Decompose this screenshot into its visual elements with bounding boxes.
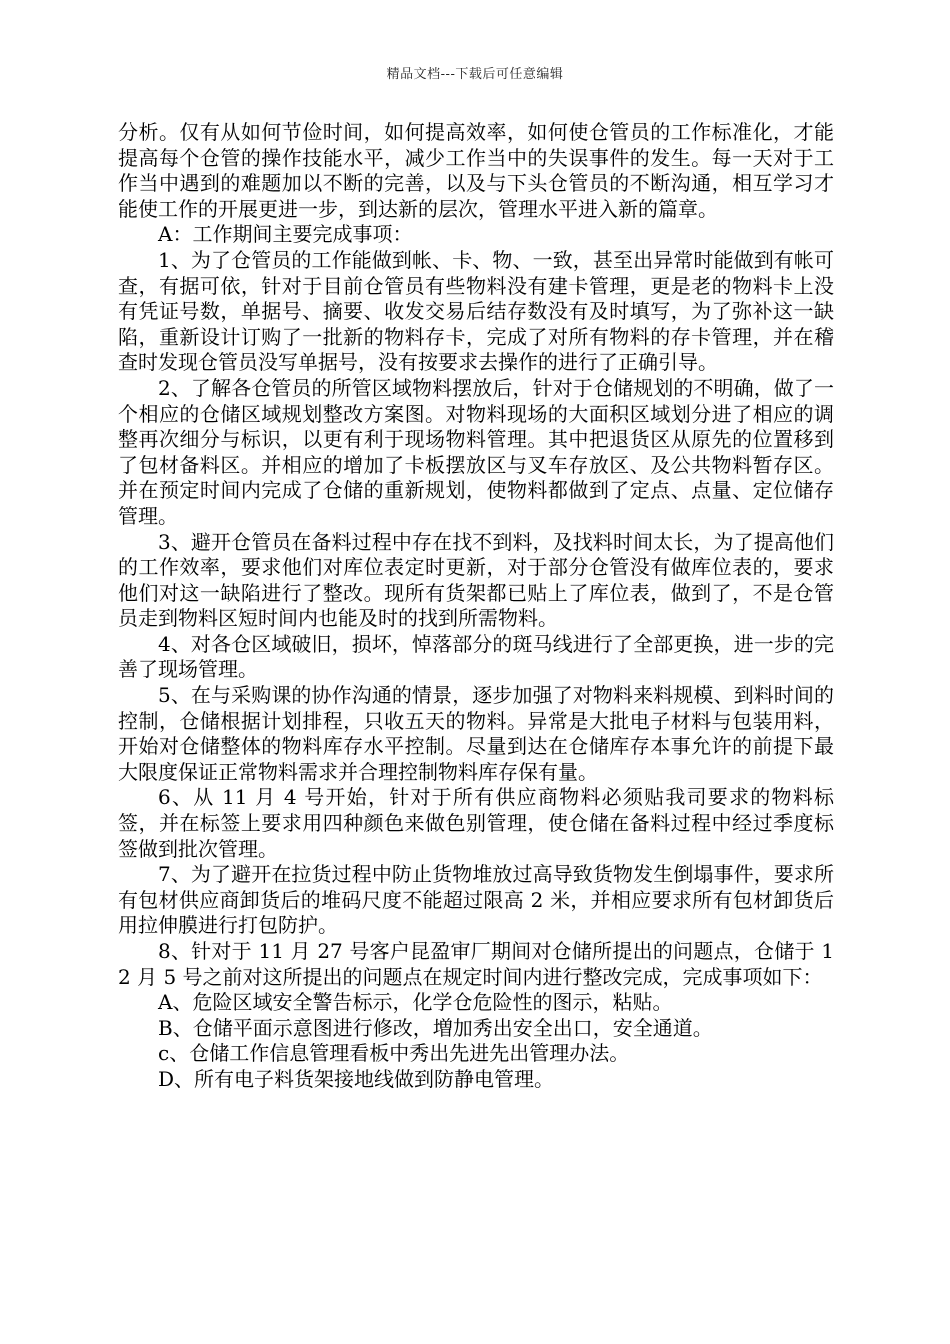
- paragraph-item-4: 4、对各仓区域破旧，损坏，悼落部分的斑马线进行了全部更换，进一步的完善了现场管理。: [118, 631, 834, 682]
- list-item-a: A、危险区域安全警告标示，化学仓危险性的图示，粘贴。: [158, 990, 673, 1015]
- paragraph-item-5: 5、在与采购课的协作沟通的情景，逐步加强了对物料来料规模、到料时间的控制，仓储根据计划排程，只收五天的物料。异常是大批电子材料与包装用料，开始对仓储整体的物料库存水平控制。尽量到达在仓储库存本事允许的前提下最大限度保证正常物料需求并合理控制物料库存保有量。: [118, 683, 834, 784]
- list-item-c: c、仓储工作信息管理看板中秀出先进先出管理办法。: [158, 1041, 630, 1066]
- document-body: [118, 120, 834, 1093]
- paragraph-intro: 分析。仅有从如何节俭时间，如何提高效率，如何使仓管员的工作标准化，才能提高每个仓管的操作技能水平，减少工作当中的失误事件的发生。每一天对于工作当中遇到的难题加以不断的完善，以及与下头仓管员的不断沟通，相互学习才能使工作的开展更进一步，到达新的层次，管理水平进入新的篇章。: [118, 120, 834, 221]
- paragraph-item-3: 3、避开仓管员在备料过程中存在找不到料，及找料时间太长，为了提高他们的工作效率，要求他们对库位表定时更新，对于部分仓管没有做库位表的，要求他们对这一缺陷进行了整改。现所有货架都已贴上了库位表，做到了，不是仓管员走到物料区短时间内也能及时的找到所需物料。: [118, 529, 834, 631]
- paragraph-item-2: 2、了解各仓管员的所管区域物料摆放后，针对于仓储规划的不明确，做了一个相应的仓储区域规划整改方案图。对物料现场的大面积区域划分进了相应的调整再次细分与标识，以更有利于现场物料管理。其中把退货区从原先的位置移到了包材备料区。并相应的增加了卡板摆放区与叉车存放区、及公共物料暂存区。并在预定时间内完成了仓储的重新规划，使物料都做到了定点、点量、定位储存管理。: [118, 375, 834, 528]
- section-heading-a: A：工作期间主要完成事项：: [158, 222, 413, 247]
- list-item-d: D、所有电子料货架接地线做到防静电管理。: [158, 1066, 555, 1091]
- list-item-b: B、仓储平面示意图进行修改，増加秀出安全出口，安全通道。: [158, 1015, 713, 1040]
- paragraph-item-7: 7、为了避开在拉货过程中防止货物堆放过高导致货物发生倒塌事件，要求所有包材供应商卸货后的堆码尺度不能超过限高 2 米，并相应要求所有包材卸货后用拉伸膜进行打包防护。: [118, 862, 834, 938]
- page-header: 精品文档---下载后可任意编辑: [386, 67, 564, 82]
- paragraph-item-1: 1、为了仓管员的工作能做到帐、卡、物、一致，甚至出异常时能做到有帐可查，有据可依，针对于目前仓管员有些物料没有建卡管理，更是老的物料卡上没有凭证号数，单据号、摘要、收发交易后结存数没有及时填写，为了弥补这一缺陷，重新设计订购了一批新的物料存卡，完成了对所有物料的存卡管理，并在稽查时发现仓管员没写单据号，没有按要求去操作的进行了正确引导。: [118, 247, 834, 375]
- paragraph-item-8: 8、针对于 11 月 27 号客户昆盈审厂期间对仓储所提出的问题点，仓储于 12 月 5 号之前对这所提出的问题点在规定时间内进行整改完成，完成事项如下：: [118, 939, 834, 989]
- paragraph-item-6: 6、从 11 月 4 号开始，针对于所有供应商物料必须贴我司要求的物料标签，并在标签上要求用四种颜色来做色别管理，使仓储在备料过程中经过季度标签做到批次管理。: [118, 785, 834, 861]
